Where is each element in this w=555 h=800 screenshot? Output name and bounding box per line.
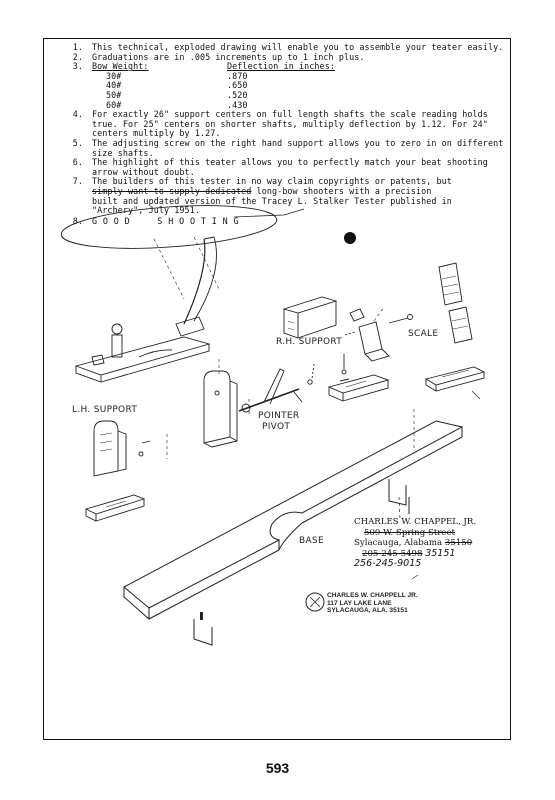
label-scale: SCALE (408, 329, 439, 339)
address-street-struck: 509 W. Spring Street (364, 527, 456, 538)
bow-weight-cell: 30# (106, 70, 122, 81)
scale-support (426, 367, 484, 399)
item-number: 4. (72, 109, 83, 120)
label-pointer: POINTER (258, 411, 300, 421)
ink-mark (200, 612, 203, 620)
item-number: 7. (72, 176, 83, 187)
item-number: 8. (72, 215, 83, 226)
deflection-header: Deflection in inches: (227, 61, 335, 72)
hand-drawn-ellipse (60, 200, 278, 255)
item7-struck-text: simply want to supply dedicated (92, 185, 252, 196)
rh-support-block (284, 297, 388, 401)
item7-line: The builders of this tester in no way claim copyrights or patents, but (92, 176, 452, 187)
exploded-drawing (44, 39, 511, 740)
lh-support (86, 421, 150, 521)
item-number: 3. (72, 61, 83, 72)
address-zip-handwritten: 35151 (425, 547, 456, 559)
deflection-cell: .870 (227, 70, 248, 81)
item-number: 2. (72, 51, 83, 62)
bow-weight-cell: 60# (106, 99, 122, 110)
logo-line-3: SYLACAUGA, ALA. 35151 (327, 607, 408, 615)
assembled-view (76, 237, 217, 382)
item-text: This technical, exploded drawing will enable you to assemble your teater easily. (92, 42, 504, 52)
item7-line: "Archery", July 1951. (92, 205, 200, 216)
center-upright (204, 371, 237, 447)
bow-weight-cell: 40# (106, 80, 122, 91)
label-lh-support: L.H. SUPPORT (72, 405, 138, 415)
address-block (354, 517, 476, 570)
address-city-text: Sylacauga, Alabama (354, 538, 445, 548)
item-text: For exactly 26" support centers on full length shafts the scale reading holds true. For 25" centers on shorter shafts, multiply deflection by 1.12. For 24" centers multiply by 1.27. (92, 109, 488, 139)
deflection-cell: .520 (227, 89, 248, 100)
address-name: CHARLES W. CHAPPEL, JR. (354, 517, 477, 527)
deflection-cell: .430 (227, 99, 248, 110)
adjusting-screw (340, 315, 413, 382)
item7-line: long-bow shooters with a precision (251, 185, 432, 196)
logo-line-2: 117 LAY LAKE LANE (327, 599, 392, 607)
address-city (354, 538, 476, 549)
label-pivot: PIVOT (262, 422, 291, 432)
page-frame (43, 38, 511, 740)
pointer-pivot (239, 369, 302, 412)
page-number: 593 (265, 760, 290, 776)
bow-weight-cell: 50# (106, 89, 122, 100)
item-number: 6. (72, 157, 83, 168)
address-phone-struck: 205-245-5498 (362, 548, 423, 559)
item-text: The highlight of this teater allows you to perfectly match your beat shooting arrow without doubt. (92, 157, 488, 177)
bow-weight-header: Bow Weight: (92, 61, 149, 72)
item7-line: built and updated version of the Tracey L. Stalker Tester published in (92, 195, 452, 206)
item-text: Graduations are in .005 increments up to 1 inch plus. (92, 51, 365, 62)
logo-emblem-icon (306, 593, 324, 611)
item-text: The adjusting screw on the right hand support allows you to zero in on different size shafts. (92, 137, 504, 158)
address-zip-struck: 35150 (444, 538, 473, 548)
label-rh-support: R.H. SUPPORT (276, 337, 343, 347)
good-shooting-text: G O O D S H O O T I N G (92, 215, 239, 226)
logo-block (327, 592, 418, 615)
logo-line-1: CHARLES W. CHAPPELL JR. (327, 592, 418, 599)
label-base: BASE (299, 536, 324, 546)
item-number: 1. (72, 42, 83, 52)
scale-cards (439, 263, 472, 343)
deflection-cell: .650 (227, 80, 248, 91)
ink-dot (344, 232, 356, 244)
item-number: 5. (72, 137, 83, 148)
address-phone-handwritten: 256-245-9015 (354, 558, 422, 569)
